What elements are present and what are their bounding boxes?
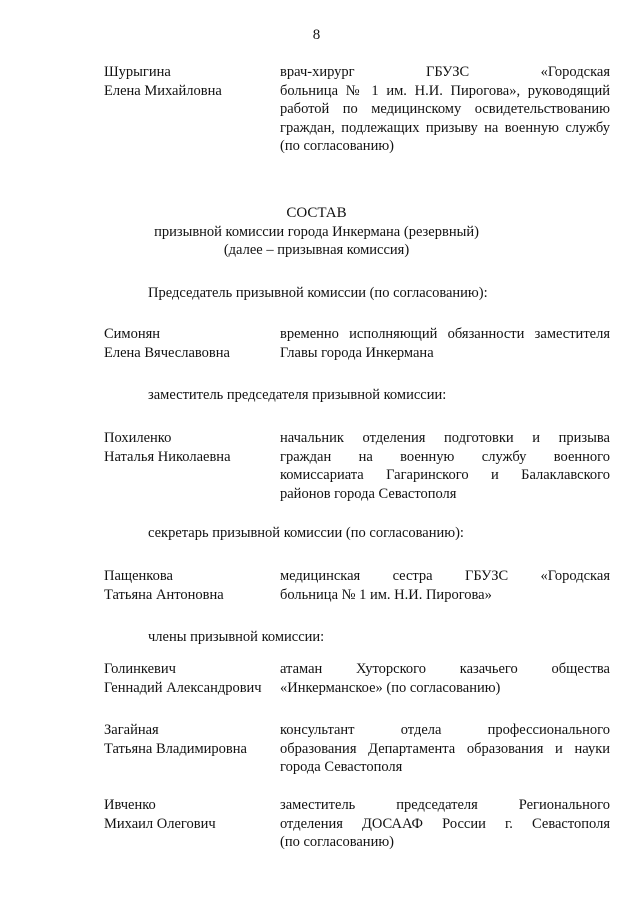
person-name	[104, 567, 274, 604]
person-role	[280, 796, 610, 852]
given-names: Наталья Николаевна	[104, 448, 231, 465]
person-role	[280, 567, 610, 604]
given-names: Татьяна Владимировна	[104, 740, 247, 757]
section-heading-deputy: заместитель председателя призывной комиссии:	[148, 387, 447, 403]
person-role	[280, 325, 610, 362]
person-role	[280, 721, 610, 777]
person-name	[104, 660, 274, 697]
person-role	[280, 63, 610, 156]
role-line: города Севастополя	[280, 759, 403, 775]
title-main: СОСТАВ	[286, 205, 347, 221]
title-subtitle: призывной комиссии города Инкермана (резервный)	[154, 223, 479, 240]
role-line: отделения ДОСААФ России г. Севастополя	[280, 815, 610, 832]
person-name	[104, 796, 274, 833]
person-entry-zagaynaya	[0, 721, 633, 801]
role-line: медицинская сестра ГБУЗС «Городская	[280, 568, 610, 584]
person-entry-pokhilenko	[0, 429, 633, 509]
role-line: консультант отдела профессионального	[280, 722, 610, 738]
person-entry-ivchenko	[0, 796, 633, 876]
section-heading-chairman: Председатель призывной комиссии (по согласованию):	[148, 285, 488, 301]
person-name	[104, 429, 274, 466]
given-names: Елена Михайловна	[104, 82, 222, 99]
person-role	[280, 429, 610, 503]
person-name	[104, 63, 274, 100]
page-number: 8	[312, 27, 321, 43]
commission-title	[0, 204, 633, 260]
person-role	[280, 660, 610, 697]
role-line: (по согласованию)	[280, 138, 394, 154]
role-line: граждан, подлежащих призыву на военную службу	[280, 119, 610, 136]
role-line: временно исполняющий обязанности заместителя	[280, 326, 610, 342]
role-line: работой по медицинскому освидетельствованию	[280, 101, 610, 117]
role-line: граждан на военную службу военного	[280, 448, 610, 465]
role-line: (по согласованию)	[280, 834, 394, 850]
surname: Загайная	[104, 722, 159, 738]
role-line: комиссариата Гагаринского и Балаклавского	[280, 467, 610, 483]
role-line: районов города Севастополя	[280, 485, 457, 502]
surname: Похиленко	[104, 430, 172, 446]
section-heading-members: члены призывной комиссии:	[148, 629, 325, 645]
given-names: Татьяна Антоновна	[104, 586, 224, 603]
role-line: больница № 1 им. Н.И. Пирогова», руководящий	[280, 82, 610, 99]
surname: Голинкевич	[104, 661, 176, 677]
surname: Симонян	[104, 326, 161, 342]
person-name	[104, 325, 274, 362]
person-name	[104, 721, 274, 758]
person-entry-shurygina	[0, 63, 633, 154]
given-names: Михаил Олегович	[104, 815, 216, 832]
role-line: больница № 1 им. Н.И. Пирогова»	[280, 586, 492, 603]
role-line: Главы города Инкермана	[280, 344, 434, 361]
role-line: начальник отделения подготовки и призыва	[280, 430, 610, 446]
role-line: атаман Хуторского казачьего общества	[280, 661, 610, 677]
surname: Шурыгина	[104, 64, 171, 80]
surname: Пащенкова	[104, 568, 173, 584]
surname: Ивченко	[104, 797, 156, 813]
role-line: образования Департамента образования и науки	[280, 740, 610, 757]
title-note: (далее – призывная комиссия)	[223, 242, 410, 258]
role-line: «Инкерманское» (по согласованию)	[280, 679, 501, 696]
role-line: заместитель председателя Регионального	[280, 797, 610, 813]
section-heading-secretary: секретарь призывной комиссии (по согласованию):	[148, 525, 464, 541]
role-line: врач-хирург ГБУЗС «Городская	[280, 64, 610, 80]
given-names: Геннадий Александрович	[104, 679, 262, 696]
given-names: Елена Вячеславовна	[104, 344, 230, 361]
